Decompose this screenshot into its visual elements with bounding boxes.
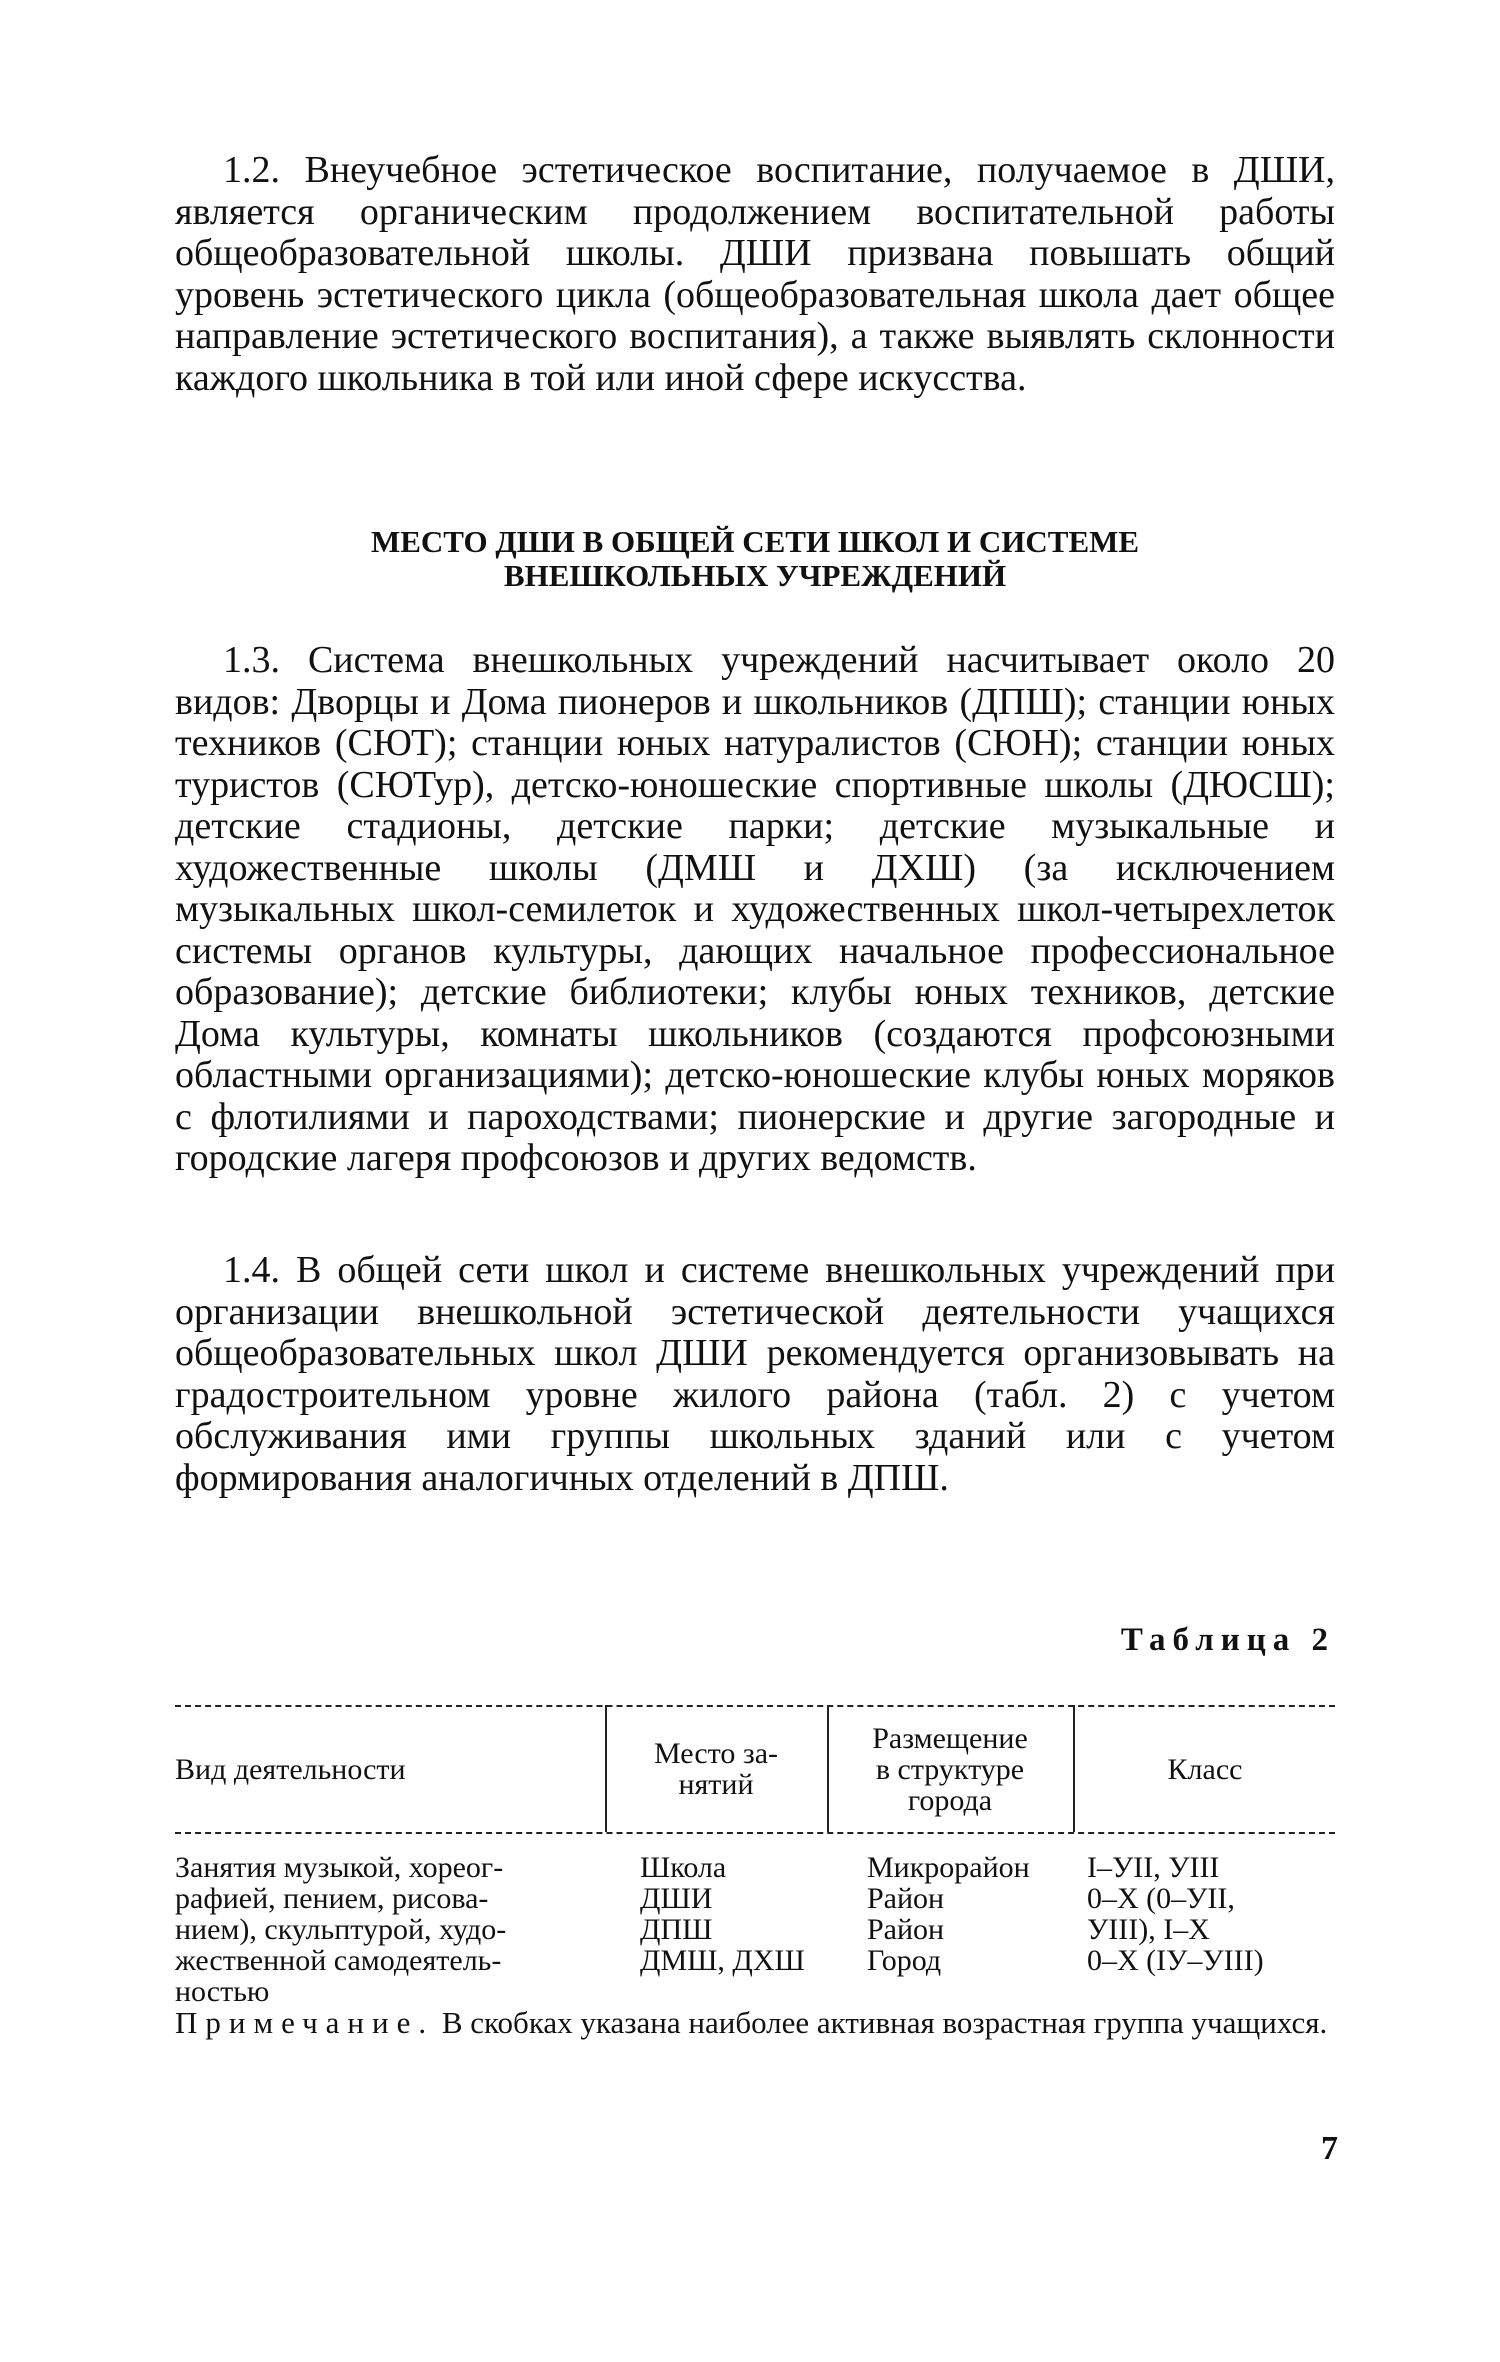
section-heading	[175, 525, 1335, 593]
cell-placement: Микрорайон Район Район Город	[867, 1851, 1030, 1977]
page-number: 7	[1321, 2130, 1338, 2167]
header-place: Место за- нятий	[653, 1737, 779, 1801]
header-activity: Вид деятельности	[175, 1752, 406, 1786]
header-grade: Класс	[1167, 1752, 1243, 1786]
section-heading-line-1: МЕСТО ДШИ В ОБЩЕЙ СЕТИ ШКОЛ И СИСТЕМЕ	[370, 524, 1140, 559]
paragraph-1-3-text: Система внешкольных учреждений насчитывает около 20 видов: Дворцы и Дома пионеров и школьников (ДПШ); станции юных техников (СЮТ); станции юных натуралистов (СЮН); станции юных туристов (СЮТур), детско-юношеские спортивные школы (ДЮСШ); детские стадионы, детские парки; детские музыкальные и художественные школы (ДМШ и ДХШ) (за исключением музыкальных школ-семилеток и художественных школ-четырехлеток системы органов культуры, дающих начальное профессиональное образование); детские библиотеки; клубы юных техников, детские Дома культуры, комнаты школьников (создаются профсоюзными областными организациями); детско-юношеские клубы юных моряков с флотилиями и пароходствами; пионерские и другие загородные и городские лагеря профсоюзов и других ведомств.	[175, 639, 1335, 1179]
paragraph-1-3-number: 1.3.	[223, 639, 280, 681]
cell-grade: I–УII, УIII 0–X (0–УII, УIII), I–X 0–X (IУ–УIII)	[1087, 1851, 1264, 1977]
paragraph-1-2-text: Внеучебное эстетическое воспитание, получаемое в ДШИ, является органическим продолжением воспитательной работы общеобразовательной школы. ДШИ призвана повышать общий уровень эстетического цикла (общеобразовательная школа дает общее направление эстетического воспитания), а также выявлять склонности каждого школьника в той или иной сфере искусства.	[175, 149, 1336, 399]
header-placement: Размещение в структуре города	[872, 1721, 1028, 1817]
note-text: В скобках указана наиболее активная возрастная группа учащихся.	[441, 2005, 1328, 2040]
paragraph-1-2-number: 1.2.	[223, 149, 280, 191]
table-title: Таблица 2	[1120, 1622, 1335, 1658]
paragraph-1-3	[175, 640, 1335, 1180]
paragraph-1-4-text: В общей сети школ и системе внешкольных учреждений при организации внешкольной эстетической деятельности учащихся общеобразовательных школ ДШИ рекомендуется организовывать на градостроительном уровне жилого района (табл. 2) с учетом обслуживания ими группы школьных зданий или с учетом формирования аналогичных отделений в ДПШ.	[175, 1249, 1335, 1499]
section-heading-line-2: ВНЕШКОЛЬНЫХ УЧРЕЖДЕНИЙ	[503, 558, 1007, 593]
cell-activity: Занятия музыкой, хореог- рафией, пением, рисова- нием), скульптурой, худо- жественной самодеятель- ностью	[175, 1851, 507, 2008]
note-label: Примечание.	[175, 2005, 435, 2040]
cell-place: Школа ДШИ ДПШ ДМШ, ДХШ	[640, 1851, 805, 1977]
table-top-rule	[175, 1705, 1335, 1707]
paragraph-1-4-number: 1.4.	[223, 1249, 280, 1291]
table-note	[175, 2006, 1335, 2039]
paragraph-1-4	[175, 1250, 1335, 1499]
table-header-rule	[175, 1832, 1335, 1834]
paragraph-1-2	[175, 150, 1335, 399]
